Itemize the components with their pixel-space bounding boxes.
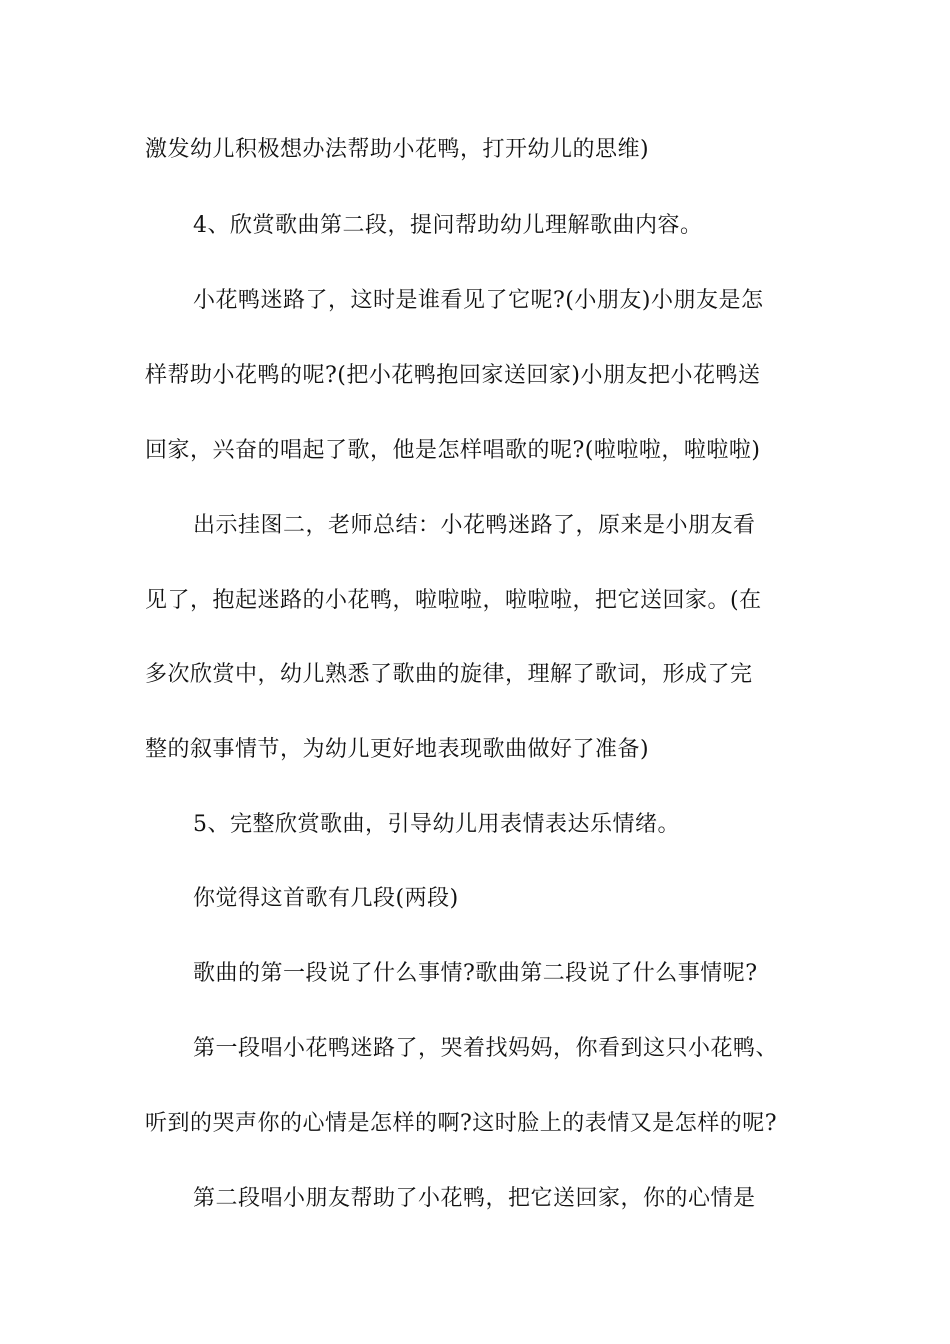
text-line-13: 第一段唱小花鸭迷路了，哭着找妈妈，你看到这只小花鸭、: [193, 1036, 779, 1061]
text-line-8: 多次欣赏中，幼儿熟悉了歌曲的旋律，理解了歌词，形成了完: [145, 662, 753, 687]
text-line-2: 4、欣赏歌曲第二段，提问帮助幼儿理解歌曲内容。: [193, 213, 703, 238]
text-line-10: 5、完整欣赏歌曲，引导幼儿用表情表达乐情绪。: [193, 812, 680, 837]
text-line-5: 回家，兴奋的唱起了歌，他是怎样唱歌的呢?(啦啦啦，啦啦啦): [145, 438, 761, 463]
text-line-12: 歌曲的第一段说了什么事情?歌曲第二段说了什么事情呢?: [193, 961, 758, 986]
text-line-6: 出示挂图二，老师总结：小花鸭迷路了，原来是小朋友看: [193, 513, 756, 538]
text-line-7: 见了，抱起迷路的小花鸭，啦啦啦，啦啦啦，把它送回家。(在: [145, 588, 762, 613]
text-line-14: 听到的哭声你的心情是怎样的啊?这时脸上的表情又是怎样的呢?: [145, 1111, 778, 1136]
text-line-1: 激发幼儿积极想办法帮助小花鸭，打开幼儿的思维): [145, 137, 650, 162]
text-line-3: 小花鸭迷路了，这时是谁看见了它呢?(小朋友)小朋友是怎: [193, 288, 764, 313]
text-line-4: 样帮助小花鸭的呢?(把小花鸭抱回家送回家)小朋友把小花鸭送: [145, 363, 761, 388]
text-line-11: 你觉得这首歌有几段(两段): [193, 886, 459, 911]
text-line-9: 整的叙事情节，为幼儿更好地表现歌曲做好了准备): [145, 737, 650, 762]
text-line-15: 第二段唱小朋友帮助了小花鸭，把它送回家，你的心情是: [193, 1186, 756, 1211]
